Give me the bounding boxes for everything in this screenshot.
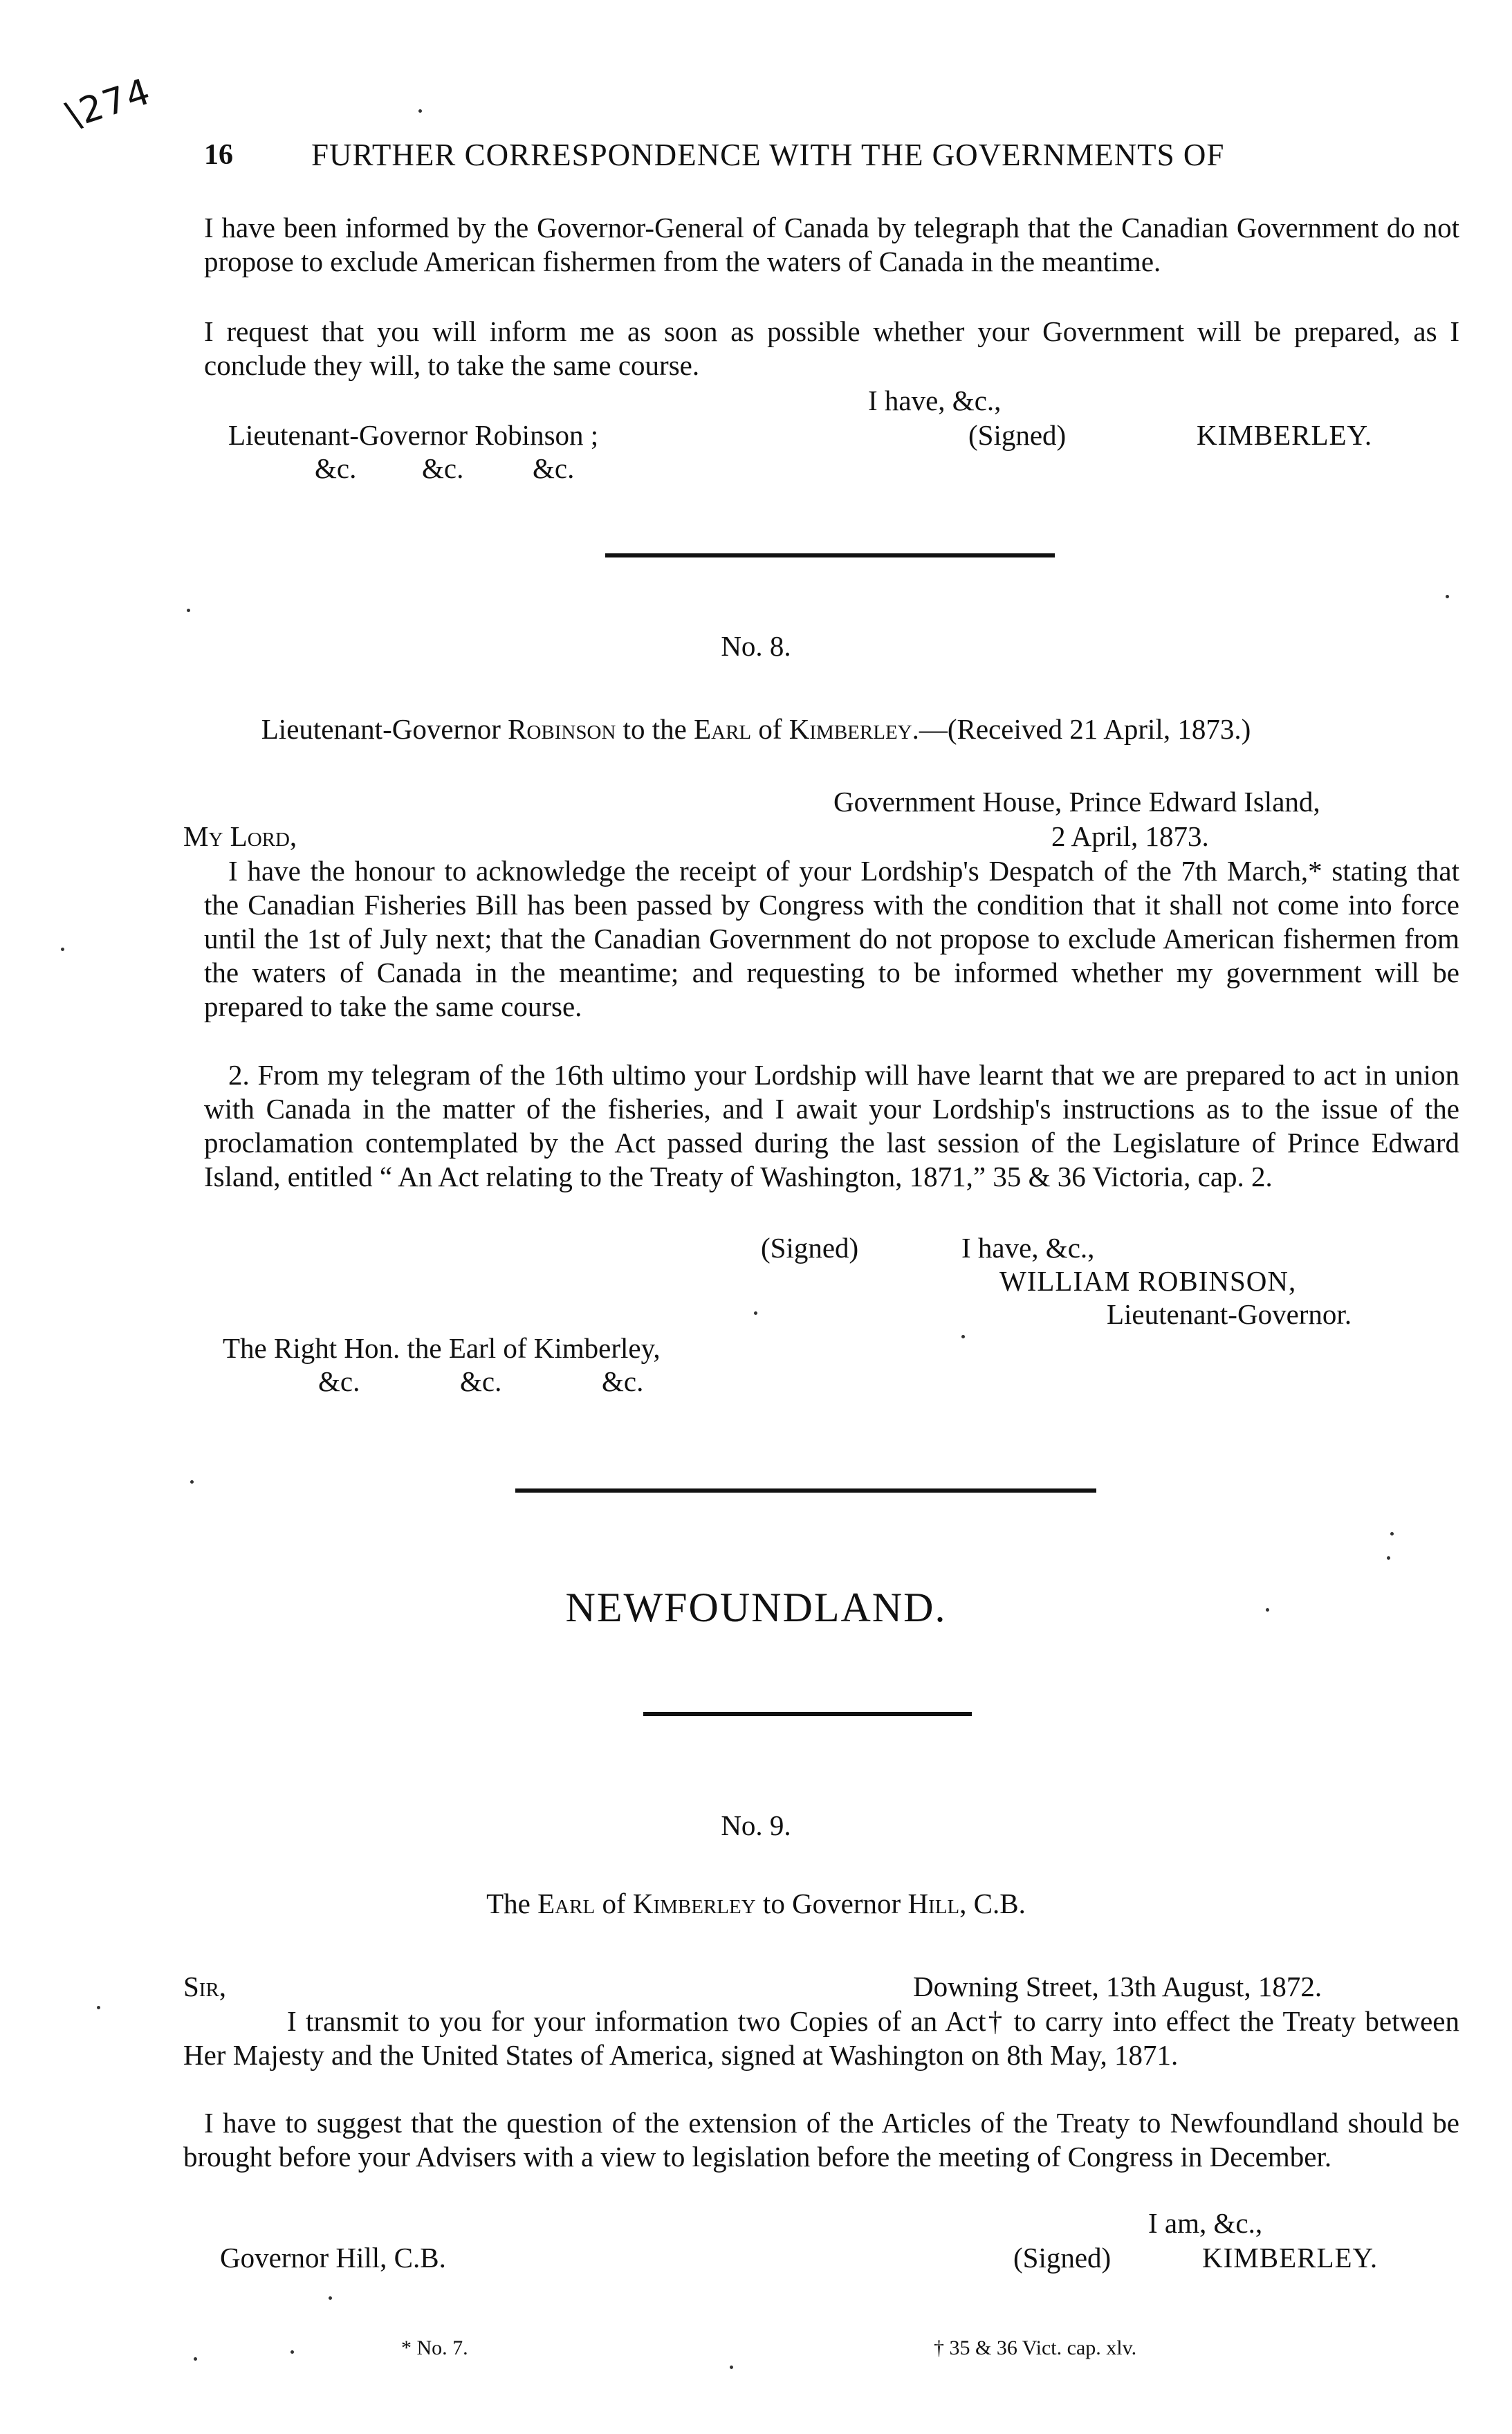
letter7-signed: (Signed) [968,419,1067,451]
scan-speck [730,2366,733,2369]
scan-speck [61,948,64,951]
no9-salutation: Sir, [183,1971,227,2002]
letter7-etc-1: &c. [315,452,357,484]
no8-etc-1: &c. [318,1365,360,1397]
no8-paragraph-2: 2. From my telegram of the 16th ultimo your Lordship will have learnt that we are prepared to act in union with Canada in the matter of the fisheries, and I await your Lordship's instructions as to the issue of the proclamation contemplated by the Act passed during the last session of the Legislature of Prince Edward Island, entitled “ An Act relating to the Treaty of Washington, 1871,” 35 & 36 Victoria, cap. 2. [204,1059,1459,1192]
divider-rule-1 [605,553,1055,557]
no9-place-date: Downing Street, 13th August, 1872. [913,1971,1322,2002]
no8-closing: I have, &c., [961,1232,1095,1264]
letter7-addressee: Lieutenant-Governor Robinson ; [228,419,599,451]
scan-speck [1390,1532,1394,1536]
scan-speck [329,2296,332,2300]
scan-speck [194,2357,197,2361]
no8-addressee: The Right Hon. the Earl of Kimberley, [223,1332,661,1364]
scan-speck [291,2350,294,2354]
footnote-1: * No. 7. [401,2336,468,2359]
divider-rule-2 [515,1488,1096,1493]
letter7-paragraph-1: I have been informed by the Governor-General of Canada by telegraph that the Canadian Government do not propose to exclude American fishermen from the waters of Canada in the meantime. [204,212,1459,277]
scan-speck [190,1480,194,1484]
letter7-etc-2: &c. [422,452,464,484]
letter7-paragraph-2: I request that you will inform me as soon as possible whether your Government will be prepared, as I conclude they will, to take the same course. [204,315,1459,381]
no9-number: No. 9. [721,1809,791,1841]
no8-signed: (Signed) [761,1232,859,1264]
no9-signed: (Signed) [1013,2242,1112,2274]
scan-speck [97,2006,100,2009]
no8-heading: Lieutenant-Governor Robinson to the Earl of Kimberley.—(Received 21 April, 1873.) [261,713,1251,745]
no8-etc-3: &c. [602,1365,644,1397]
scan-speck [961,1335,965,1338]
no9-paragraph-1: I transmit to you for your information two Copies of an Act† to carry into effect the Treaty between Her Majesty and the United States of America, signed at Washington on 8th May, 1871. [183,2005,1459,2071]
no8-number: No. 8. [721,630,791,662]
no9-heading: The Earl of Kimberley to Governor Hill, C.B. [486,1888,1026,1919]
no8-paragraph-1: I have the honour to acknowledge the receipt of your Lordship's Despatch of the 7th March,* stating that the Canadian Fisheries Bill has been passed by Congress with the condition that it shall not come into force until the 1st of July next; that the Canadian Government do not propose to exclude American fishermen from the waters of Canada in the meantime; and requesting to be informed whether my government will be prepared to take the same course. [204,855,1459,1022]
no8-signature: WILLIAM ROBINSON, [999,1265,1297,1297]
page-number: 16 [204,139,233,171]
no8-date: 2 April, 1873. [1051,820,1209,852]
handwritten-folio-mark: \274 [61,71,156,137]
no9-closing: I am, &c., [1148,2207,1263,2239]
no8-place: Government House, Prince Edward Island, [833,786,1320,818]
no8-etc-2: &c. [460,1365,502,1397]
scan-speck [418,109,422,113]
scan-speck [187,609,190,612]
letter7-signature: KIMBERLEY. [1197,419,1373,451]
no8-salutation: My Lord, [183,820,297,852]
section-title: NEWFOUNDLAND. [565,1585,947,1630]
letter7-etc-3: &c. [533,452,575,484]
scan-speck [1387,1556,1390,1560]
divider-rule-3 [643,1712,972,1716]
letter7-closing: I have, &c., [868,385,1002,416]
scan-speck [1266,1608,1269,1612]
running-title: FURTHER CORRESPONDENCE WITH THE GOVERNMENTS OF [311,138,1225,172]
no8-title: Lieutenant-Governor. [1107,1298,1352,1330]
no9-addressee: Governor Hill, C.B. [220,2242,446,2274]
no9-paragraph-2: I have to suggest that the question of the extension of the Articles of the Treaty to Newfoundland should be brought before your Advisers with a view to legislation before the meeting of Congress in December. [183,2107,1459,2173]
footnote-2: † 35 & 36 Vict. cap. xlv. [934,2336,1137,2359]
scan-speck [754,1311,757,1315]
no9-signature: KIMBERLEY. [1202,2242,1379,2274]
scan-speck [1446,595,1449,598]
